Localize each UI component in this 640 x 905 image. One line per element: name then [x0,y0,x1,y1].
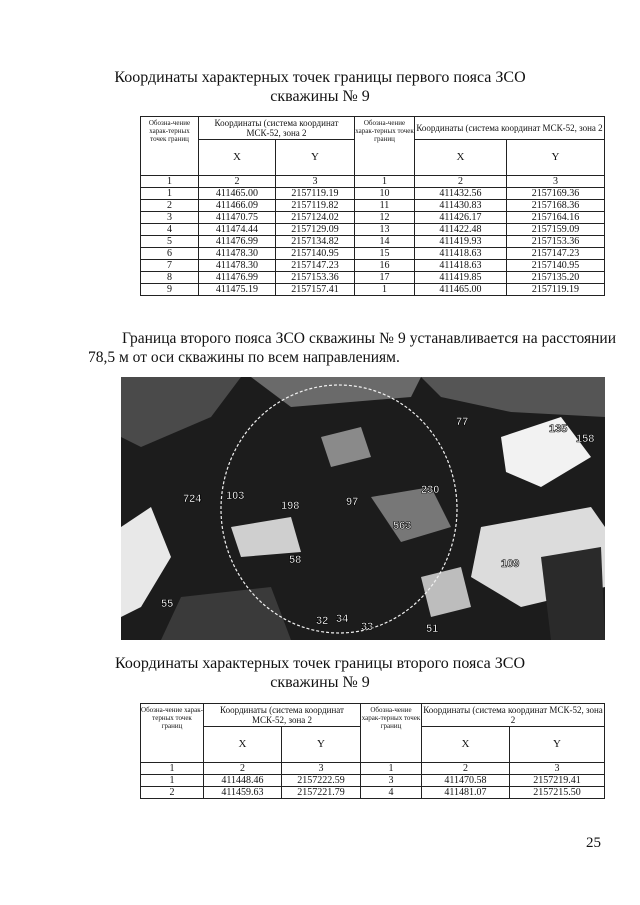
coord-x-cell: 411481.07 [422,787,510,799]
point-id-cell: 14 [355,236,415,248]
map-parcel-label: 230 [421,484,440,496]
coord-x-cell: 411418.63 [415,260,507,272]
table-row [141,248,605,260]
point-id-cell: 4 [141,224,199,236]
point-id-cell: 16 [355,260,415,272]
header-col-number: 1 [361,763,422,775]
header-designation: Обозна-чение харак-терных точек границ [355,117,415,176]
coord-x-cell: 411432.56 [415,188,507,200]
coord-y-cell: 2157119.19 [507,284,605,296]
page-number: 25 [586,835,601,851]
coord-y-cell: 2157119.19 [276,188,355,200]
coord-y-cell: 2157221.79 [282,787,361,799]
coord-x-cell: 411448.46 [204,775,282,787]
header-coordinate-system: Координаты (система координат МСК-52, зона 2 [415,117,605,140]
header-col-number: 3 [276,176,355,188]
header-y: Y [510,727,605,763]
table-row [141,260,605,272]
point-id-cell: 2 [141,200,199,212]
table-row [141,212,605,224]
map-parcel-label: 55 [161,598,174,610]
coord-y-cell: 2157159.09 [507,224,605,236]
header-col-number: 1 [141,176,199,188]
coord-x-cell: 411459.63 [204,787,282,799]
table-row [141,284,605,296]
table2-title [0,654,640,692]
coordinates-table-second-belt [140,703,605,799]
header-x: X [422,727,510,763]
map-parcel-label: 103 [226,490,245,502]
header-col-number: 3 [282,763,361,775]
header-y: Y [282,727,361,763]
coord-y-cell: 2157222.59 [282,775,361,787]
coord-y-cell: 2157134.82 [276,236,355,248]
table-row [141,775,605,787]
coord-x-cell: 411475.19 [199,284,276,296]
table-row [141,272,605,284]
coord-y-cell: 2157168.36 [507,200,605,212]
coord-x-cell: 411419.85 [415,272,507,284]
header-coordinate-system: Координаты (система координат МСК-52, зона 2 [199,117,355,140]
point-id-cell: 15 [355,248,415,260]
coord-y-cell: 2157140.95 [507,260,605,272]
header-coordinate-system: Координаты (система координат МСК-52, зона 2 [204,704,361,727]
coord-y-cell: 2157219.41 [510,775,605,787]
map-parcel-label: 58 [289,554,302,566]
point-id-cell: 8 [141,272,199,284]
coord-y-cell: 2157147.23 [276,260,355,272]
coord-y-cell: 2157215.50 [510,787,605,799]
header-x: X [199,140,276,176]
point-id-cell: 3 [141,212,199,224]
coord-x-cell: 411465.00 [199,188,276,200]
point-id-cell: 17 [355,272,415,284]
coord-y-cell: 2157124.02 [276,212,355,224]
point-id-cell: 4 [361,787,422,799]
coord-x-cell: 411470.58 [422,775,510,787]
header-col-number: 2 [204,763,282,775]
map-parcel-label: 109 [501,558,520,570]
coord-x-cell: 411465.00 [415,284,507,296]
coord-x-cell: 411476.99 [199,236,276,248]
coord-y-cell: 2157119.82 [276,200,355,212]
table1-title [0,68,640,106]
header-designation: Обозна-чение харак-терных точек границ [361,704,422,763]
map-parcel-label: 51 [426,623,439,635]
map-parcel-label: 563 [393,520,412,532]
coord-x-cell: 411466.09 [199,200,276,212]
coordinates-table-first-belt [140,116,605,296]
coord-y-cell: 2157147.23 [507,248,605,260]
coord-y-cell: 2157135.20 [507,272,605,284]
point-id-cell: 13 [355,224,415,236]
point-id-cell: 3 [361,775,422,787]
table1-title-line1: Координаты характерных точек границы первого пояса ЗСО [114,69,526,86]
table2-title-line1: Координаты характерных точек границы второго пояса ЗСО [114,655,526,672]
point-id-cell: 1 [141,188,199,200]
table2-title-line2: скважины № 9 [270,674,370,691]
coord-y-cell: 2157157.41 [276,284,355,296]
header-col-number: 2 [415,176,507,188]
map-parcel-label: 135 [549,423,568,435]
coord-y-cell: 2157169.36 [507,188,605,200]
map-parcel-label: 198 [281,500,300,512]
header-col-number: 3 [507,176,605,188]
coord-x-cell: 411430.83 [415,200,507,212]
point-id-cell: 1 [141,775,204,787]
header-x: X [415,140,507,176]
point-id-cell: 11 [355,200,415,212]
header-x: X [204,727,282,763]
header-coordinate-system: Координаты (система координат МСК-52, зона 2 [423,705,603,725]
table-row [141,787,605,799]
map-parcel-label: 158 [576,433,595,445]
point-id-cell: 9 [141,284,199,296]
coord-x-cell: 411474.44 [199,224,276,236]
map-parcel-label: 77 [456,416,469,428]
coord-y-cell: 2157153.36 [276,272,355,284]
coord-x-cell: 411426.17 [415,212,507,224]
coord-x-cell: 411478.30 [199,260,276,272]
header-designation: Обозна-чение харак-терных точек границ [141,117,199,176]
header-y: Y [507,140,605,176]
point-id-cell: 2 [141,787,204,799]
table-row [141,236,605,248]
header-y: Y [276,140,355,176]
table1-title-line2: скважины № 9 [270,88,370,105]
point-id-cell: 12 [355,212,415,224]
header-designation: Обозна-чение харак-терных точек границ [141,704,204,763]
coord-y-cell: 2157129.09 [276,224,355,236]
point-id-cell: 7 [141,260,199,272]
second-belt-paragraph: Граница второго пояса ЗСО скважины № 9 устанавливается на расстоянии 78,5 м от оси скважины по всем направлениям. [88,330,616,366]
header-col-number: 2 [199,176,276,188]
coord-y-cell: 2157140.95 [276,248,355,260]
header-col-number: 3 [510,763,605,775]
map-parcel-label: 97 [346,496,359,508]
point-id-cell: 5 [141,236,199,248]
table-row [141,224,605,236]
header-col-number: 1 [355,176,415,188]
coord-x-cell: 411419.93 [415,236,507,248]
map-parcel-label: 33 [361,621,374,633]
coord-y-cell: 2157164.16 [507,212,605,224]
point-id-cell: 1 [355,284,415,296]
map-parcel-label: 724 [183,493,202,505]
coord-x-cell: 411478.30 [199,248,276,260]
aerial-map-image [121,377,605,640]
header-col-number: 1 [141,763,204,775]
coord-x-cell: 411418.63 [415,248,507,260]
table-row [141,200,605,212]
table-row [141,188,605,200]
point-id-cell: 10 [355,188,415,200]
coord-y-cell: 2157153.36 [507,236,605,248]
coord-x-cell: 411470.75 [199,212,276,224]
coord-x-cell: 411476.99 [199,272,276,284]
point-id-cell: 6 [141,248,199,260]
map-parcel-label: 34 [336,613,349,625]
map-parcel-label: 32 [316,615,329,627]
coord-x-cell: 411422.48 [415,224,507,236]
header-col-number: 2 [422,763,510,775]
